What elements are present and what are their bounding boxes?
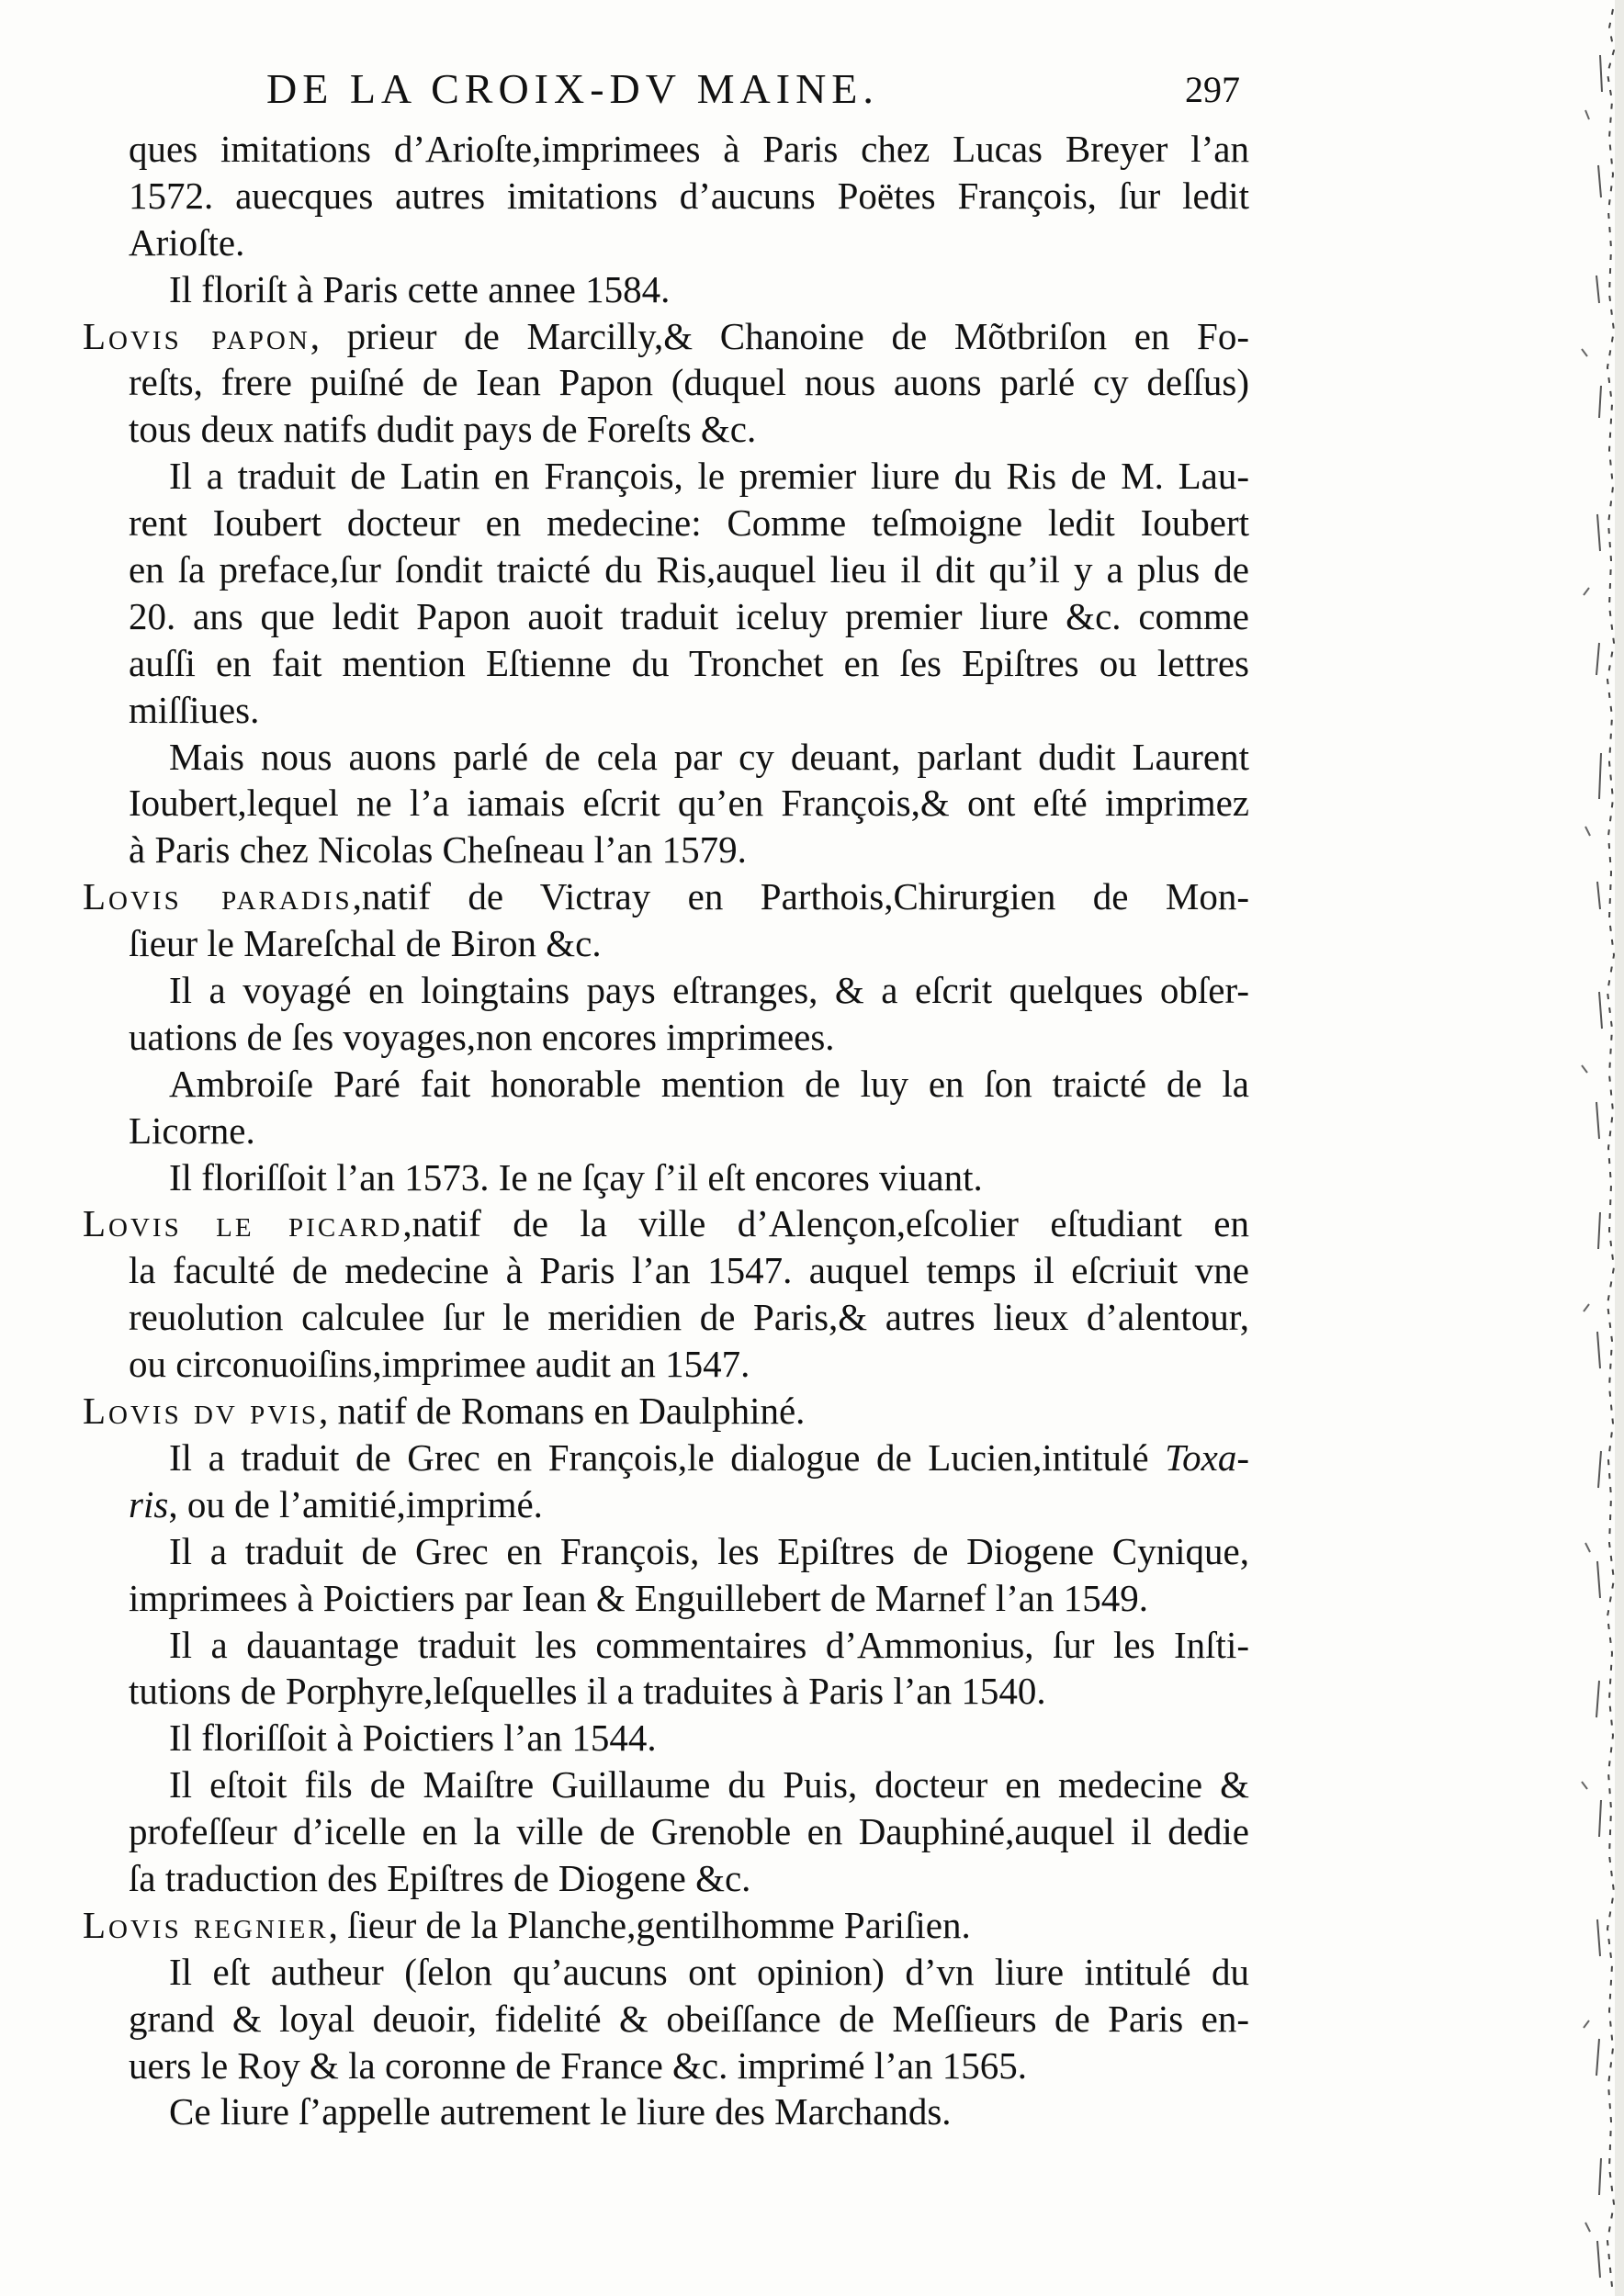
text-run: Il a traduit de Latin en François, le premier liure du Ris de M. Lau- xyxy=(169,455,1249,498)
text-line xyxy=(83,1388,1249,1435)
text-run: ,natif de Victray en Parthois,Chirurgien de Mon- xyxy=(352,875,1250,918)
text-line xyxy=(83,173,1249,219)
text-run: ,natif de la ville d’Alençon,eſcolier eſtudiant en xyxy=(402,1202,1249,1245)
text-line xyxy=(83,1996,1249,2043)
text-run: , prieur de Marcilly,& Chanoine de Mõtbriſon en Fo- xyxy=(310,314,1249,357)
text-line xyxy=(83,640,1249,687)
text-line xyxy=(83,967,1249,1014)
text-run: Il a dauantage traduit les commentaires d’Ammonius, ſur les Inſti- xyxy=(169,1623,1249,1666)
text-run: 1572. auecques autres imitations d’aucuns Poëtes François, ſur ledit xyxy=(129,174,1249,217)
text-run: uations de ſes voyages,non encores imprimees. xyxy=(129,1015,835,1058)
text-line xyxy=(83,500,1249,546)
text-line xyxy=(83,126,1249,173)
page-header xyxy=(266,64,1240,119)
text-line xyxy=(83,1622,1249,1669)
text-line xyxy=(83,1294,1249,1341)
text-line xyxy=(83,546,1249,593)
text-line xyxy=(83,734,1249,781)
entry-name: Lovis regnier xyxy=(83,1903,329,1946)
text-line xyxy=(83,1061,1249,1108)
text-run: imprimees à Poictiers par Iean & Enguillebert de Marnef l’an 1549. xyxy=(129,1576,1149,1619)
text-line xyxy=(83,219,1249,266)
text-run: ou circonuoiſins,imprimee audit an 1547. xyxy=(129,1343,750,1386)
text-run: , ou de l’amitié,imprimé. xyxy=(168,1482,543,1525)
text-run: ques imitations d’Arioſte,imprimees à Paris chez Lucas Breyer l’an xyxy=(129,128,1249,170)
text-line xyxy=(83,873,1249,920)
facing-page-bleed-through xyxy=(1549,0,1624,2296)
text-run: auſſi en fait mention Eſtienne du Tronchet en ſes Epiſtres ou lettres xyxy=(129,641,1249,684)
text-run: rent Ioubert docteur en medecine: Comme teſmoigne ledit Ioubert xyxy=(129,501,1249,545)
text-run: miſſiues. xyxy=(129,688,260,731)
entry-name: Lovis paradis xyxy=(83,875,353,918)
text-run: Arioſte. xyxy=(129,220,245,264)
text-line xyxy=(83,1855,1249,1902)
text-run: tutions de Porphyre,leſquelles il a traduites à Paris l’an 1540. xyxy=(129,1670,1046,1713)
text-line xyxy=(83,1808,1249,1855)
text-body xyxy=(83,126,1249,2135)
text-run: tous deux natifs dudit pays de Foreſts &c. xyxy=(129,408,757,451)
text-line xyxy=(83,1528,1249,1575)
text-line xyxy=(83,1761,1249,1808)
text-run: à Paris chez Nicolas Cheſneau l’an 1579. xyxy=(129,828,747,872)
text-run: Ce liure ſ’appelle autrement le liure des Marchands. xyxy=(169,2090,952,2133)
text-run: ſieur le Mareſchal de Biron &c. xyxy=(129,922,602,965)
text-run: Mais nous auons parlé de cela par cy deuant, parlant dudit Laurent xyxy=(169,735,1249,778)
text-run: Il a traduit de Grec en François,le dialogue de Lucien,intitulé xyxy=(169,1435,1166,1479)
running-title: DE LA CROIX-DV MAINE. xyxy=(266,65,879,112)
text-run: ris xyxy=(129,1482,169,1525)
text-run: Il eſt autheur (ſelon qu’aucuns ont opinion) d’vn liure intitulé du xyxy=(169,1950,1249,1993)
text-line xyxy=(83,1435,1249,1481)
text-line xyxy=(83,1715,1249,1761)
text-run: Toxa- xyxy=(1165,1435,1249,1479)
text-line xyxy=(83,687,1249,734)
text-line xyxy=(83,266,1249,313)
text-line xyxy=(83,1341,1249,1388)
text-run: reuolution calculee ſur le meridien de Paris,& autres lieux d’alentour, xyxy=(129,1296,1249,1339)
text-run: Licorne. xyxy=(129,1109,255,1152)
text-line xyxy=(83,780,1249,827)
text-line xyxy=(83,1902,1249,1949)
text-line xyxy=(83,1154,1249,1201)
text-run: , ſieur de la Planche,gentilhomme Pariſien. xyxy=(328,1903,971,1946)
gutter-marks-graphic xyxy=(1549,0,1624,2296)
text-run: reſts, frere puiſné de Iean Papon (duquel nous auons parlé cy deſſus) xyxy=(129,361,1249,404)
text-run: en ſa preface,ſur ſondit traicté du Ris,auquel lieu il dit qu’il y a plus de xyxy=(129,548,1249,591)
text-run: 20. ans que ledit Papon auoit traduit iceluy premier liure &c. comme xyxy=(129,594,1249,637)
text-run: Il floriſſoit l’an 1573. Ie ne ſçay ſ’il eſt encores viuant. xyxy=(169,1155,983,1199)
text-run: Il a traduit de Grec en François, les Epiſtres de Diogene Cynique, xyxy=(169,1529,1249,1572)
text-line xyxy=(83,1014,1249,1061)
text-line xyxy=(83,453,1249,500)
text-line xyxy=(83,313,1249,360)
text-run: Ambroiſe Paré fait honorable mention de luy en ſon traicté de la xyxy=(169,1062,1249,1105)
text-line xyxy=(83,406,1249,453)
text-run: uers le Roy & la coronne de France &c. imprimé l’an 1565. xyxy=(129,2043,1028,2087)
text-line xyxy=(83,1668,1249,1715)
text-run: grand & loyal deuoir, fidelité & obeiſſance de Meſſieurs de Paris en- xyxy=(129,1997,1249,2040)
entry-name: Lovis papon xyxy=(83,314,310,357)
text-line xyxy=(83,1108,1249,1154)
text-run: la faculté de medecine à Paris l’an 1547. auquel temps il eſcriuit vne xyxy=(129,1249,1249,1292)
text-line xyxy=(83,1949,1249,1996)
entry-name: Lovis le picard xyxy=(83,1202,403,1245)
text-run: ſa traduction des Epiſtres de Diogene &c. xyxy=(129,1856,751,1899)
text-run: profeſſeur d’icelle en la ville de Grenoble en Dauphiné,auquel il dedie xyxy=(129,1810,1249,1853)
entry-name: Lovis dv pvis xyxy=(83,1390,319,1433)
text-run: Il floriſt à Paris cette annee 1584. xyxy=(169,267,671,310)
text-line xyxy=(83,359,1249,406)
text-run: Il eſtoit fils de Maiſtre Guillaume du Puis, docteur en medecine & xyxy=(169,1763,1249,1806)
text-line xyxy=(83,1200,1249,1247)
text-line xyxy=(83,2043,1249,2089)
text-run: , natif de Romans en Daulphiné. xyxy=(318,1390,806,1433)
text-line xyxy=(83,2088,1249,2135)
text-line xyxy=(83,593,1249,640)
page-number: 297 xyxy=(1185,69,1240,110)
text-line xyxy=(83,827,1249,873)
text-line xyxy=(83,1575,1249,1622)
text-line xyxy=(83,920,1249,967)
text-run: Ioubert,lequel ne l’a iamais eſcrit qu’en François,& ont eſté imprimez xyxy=(129,782,1249,825)
text-run: Il floriſſoit à Poictiers l’an 1544. xyxy=(169,1716,657,1760)
text-line xyxy=(83,1481,1249,1528)
text-line xyxy=(83,1247,1249,1294)
text-run: Il a voyagé en loingtains pays eſtranges, & a eſcrit quelques obſer- xyxy=(169,969,1249,1012)
